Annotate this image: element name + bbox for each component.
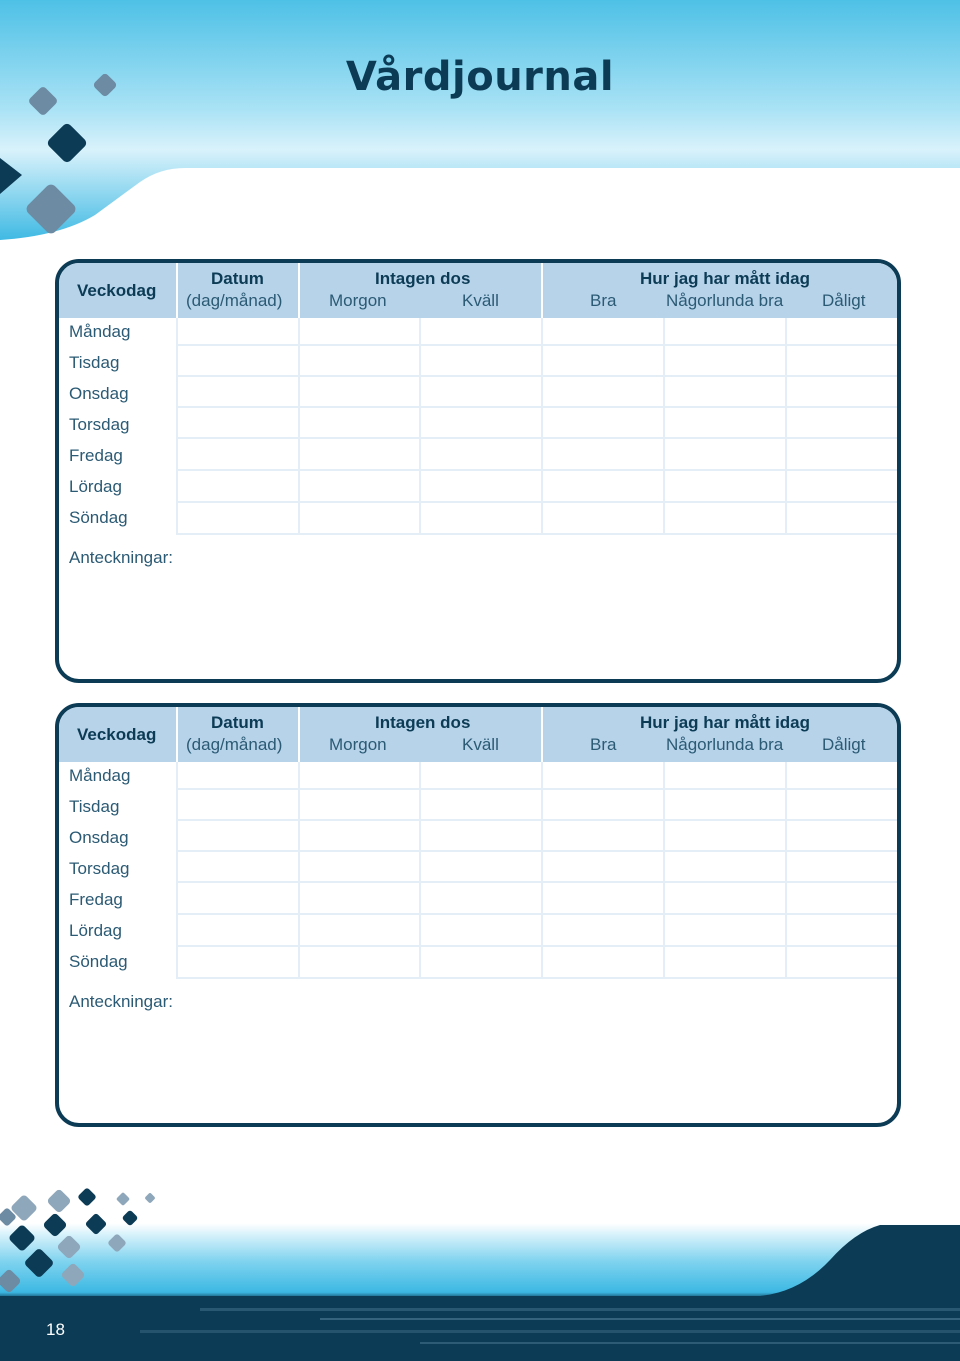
- col-dose: Intagen dos: [375, 269, 471, 288]
- day-label-wednesday: Onsdag: [69, 828, 129, 847]
- footer-decoration: [0, 1180, 960, 1361]
- col-weekday: Veckodag: [77, 281, 157, 300]
- page-title: Vårdjournal: [345, 54, 615, 100]
- day-label-friday: Fredag: [69, 890, 123, 909]
- col-date-sub: (dag/månad): [186, 291, 283, 310]
- day-label-saturday: Lördag: [69, 477, 122, 496]
- col-date-sub: (dag/månad): [186, 735, 283, 754]
- notes-label: Anteckningar:: [69, 548, 173, 567]
- day-label-monday: Måndag: [69, 322, 131, 341]
- day-label-sunday: Söndag: [69, 508, 128, 527]
- col-dose-evening: Kväll: [462, 735, 499, 754]
- day-label-thursday: Torsdag: [69, 859, 130, 878]
- journal-card-2: [55, 703, 901, 1127]
- day-label-tuesday: Tisdag: [69, 797, 120, 816]
- col-feeling-good: Bra: [590, 735, 617, 754]
- col-dose: Intagen dos: [375, 713, 471, 732]
- notes-label: Anteckningar:: [69, 992, 173, 1011]
- page-number: 18: [46, 1320, 65, 1339]
- col-feeling-fair: Någorlunda bra: [666, 735, 784, 754]
- diamond-icon: [122, 1210, 139, 1227]
- day-label-tuesday: Tisdag: [69, 353, 120, 372]
- col-dose-morning: Morgon: [329, 291, 387, 310]
- day-label-wednesday: Onsdag: [69, 384, 129, 403]
- col-weekday: Veckodag: [77, 725, 157, 744]
- diamond-icon: [144, 1192, 155, 1203]
- col-date: Datum: [211, 713, 264, 732]
- col-feeling-bad: Dåligt: [822, 291, 866, 310]
- col-feeling-bad: Dåligt: [822, 735, 866, 754]
- diamond-icon: [46, 122, 88, 164]
- diamond-icon: [46, 1188, 71, 1213]
- col-dose-evening: Kväll: [462, 291, 499, 310]
- journal-card-1: [55, 259, 901, 683]
- col-date: Datum: [211, 269, 264, 288]
- diamond-icon: [116, 1192, 130, 1206]
- diamond-icon: [77, 1187, 97, 1207]
- day-label-thursday: Torsdag: [69, 415, 130, 434]
- col-feeling: Hur jag har mått idag: [640, 713, 811, 732]
- header-decoration: [0, 0, 960, 242]
- day-label-sunday: Söndag: [69, 952, 128, 971]
- day-label-monday: Måndag: [69, 766, 131, 785]
- col-feeling-fair: Någorlunda bra: [666, 291, 784, 310]
- col-feeling: Hur jag har mått idag: [640, 269, 811, 288]
- day-label-friday: Fredag: [69, 446, 123, 465]
- day-label-saturday: Lördag: [69, 921, 122, 940]
- col-feeling-good: Bra: [590, 291, 617, 310]
- col-dose-morning: Morgon: [329, 735, 387, 754]
